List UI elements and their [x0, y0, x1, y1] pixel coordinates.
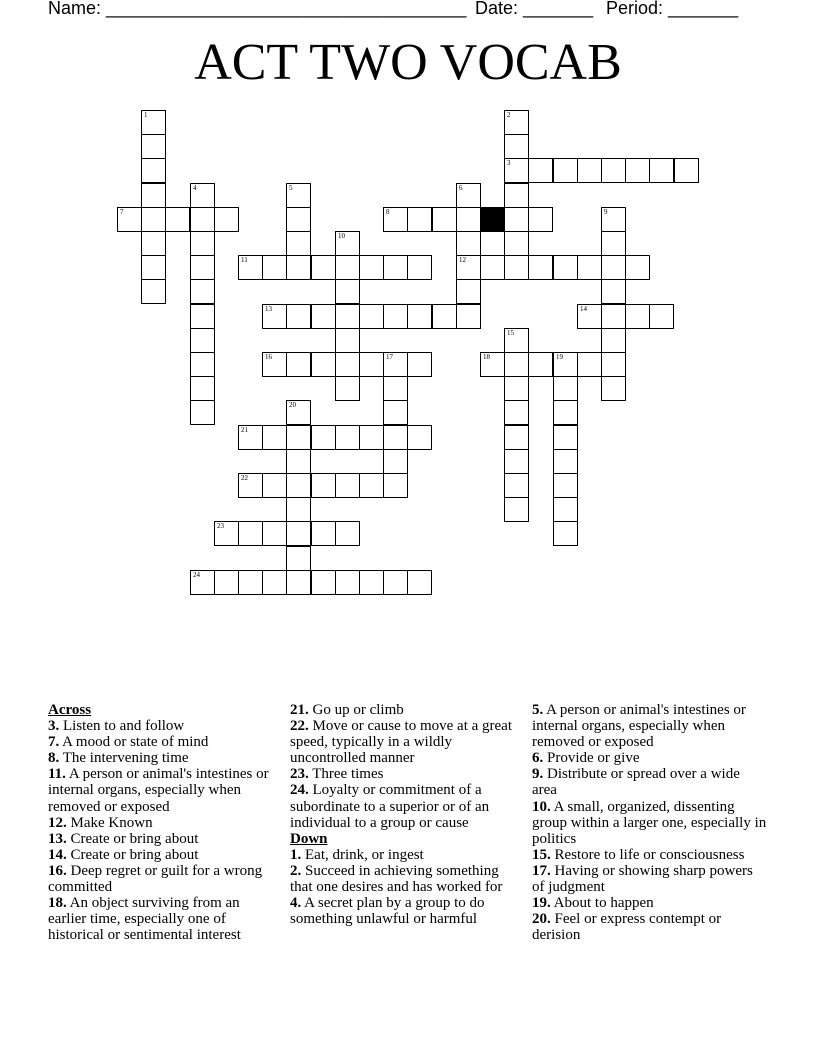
grid-cell[interactable] — [141, 255, 166, 280]
grid-cell[interactable] — [383, 425, 408, 450]
grid-cell[interactable] — [504, 449, 529, 474]
clue-down-10: 10. A small, organized, dissenting group within a larger one, especially in politics — [532, 798, 767, 847]
grid-cell[interactable] — [214, 207, 239, 232]
clue-down-20: 20. Feel or express contempt or derision — [532, 911, 722, 944]
grid-cell[interactable] — [190, 376, 215, 401]
grid-cell[interactable] — [625, 255, 650, 280]
grid-cell[interactable] — [528, 158, 553, 183]
clue-across-8: 8. The intervening time — [48, 750, 189, 767]
clue-across-3: 3. Listen to and follow — [48, 718, 185, 735]
grid-cell[interactable] — [262, 521, 287, 546]
grid-cell[interactable] — [359, 304, 384, 329]
grid-cell[interactable] — [383, 255, 408, 280]
clue-down-9: 9. Distribute or spread over a wide area — [532, 766, 740, 799]
clue-number: 16 — [265, 353, 272, 361]
clue-number: 23 — [217, 522, 224, 530]
grid-cell[interactable] — [504, 425, 529, 450]
clue-across-7: 7. A mood or state of mind — [48, 734, 209, 751]
grid-cell[interactable] — [480, 255, 505, 280]
grid-cell[interactable] — [601, 231, 626, 256]
grid-cell[interactable] — [262, 304, 287, 329]
clue-down-1: 1. Eat, drink, or ingest — [290, 846, 424, 863]
grid-cell[interactable] — [335, 352, 360, 377]
grid-cell[interactable] — [577, 158, 602, 183]
grid-cell[interactable] — [141, 134, 166, 159]
grid-cell[interactable] — [601, 328, 626, 353]
grid-cell[interactable] — [190, 400, 215, 425]
grid-cell[interactable] — [504, 328, 529, 353]
grid-cell[interactable] — [383, 207, 408, 232]
grid-cell[interactable] — [286, 449, 311, 474]
date-field[interactable]: Date: _______ — [475, 0, 594, 18]
grid-cell[interactable] — [456, 183, 481, 208]
grid-cell[interactable] — [262, 473, 287, 498]
grid-cell[interactable] — [504, 158, 529, 183]
grid-cell[interactable] — [480, 352, 505, 377]
clue-number: 24 — [193, 571, 200, 579]
grid-cell[interactable] — [553, 473, 578, 498]
grid-cell[interactable] — [238, 425, 263, 450]
grid-cell[interactable] — [504, 110, 529, 135]
grid-cell[interactable] — [286, 207, 311, 232]
clue-number: 5 — [289, 184, 293, 192]
grid-cell[interactable] — [577, 352, 602, 377]
grid-cell[interactable] — [190, 328, 215, 353]
grid-cell[interactable] — [649, 304, 674, 329]
grid-cell[interactable] — [601, 279, 626, 304]
grid-cell[interactable] — [311, 425, 336, 450]
grid-cell[interactable] — [504, 497, 529, 522]
grid-cell[interactable] — [286, 425, 311, 450]
grid-cell[interactable] — [190, 304, 215, 329]
grid-cell[interactable] — [286, 304, 311, 329]
grid-cell[interactable] — [383, 376, 408, 401]
grid-cell[interactable] — [311, 304, 336, 329]
grid-cell[interactable] — [141, 158, 166, 183]
clue-across-11: 11. A person or animal's intestines or internal organs, especially when removed or exposed — [48, 766, 269, 815]
grid-cell[interactable] — [335, 473, 360, 498]
grid-cell[interactable] — [504, 231, 529, 256]
grid-cell[interactable] — [528, 255, 553, 280]
clue-number: 13 — [265, 305, 272, 313]
clue-number: 10 — [338, 232, 345, 240]
clue-down-15: 15. Restore to life or consciousness — [532, 846, 745, 863]
grid-cell[interactable] — [407, 304, 432, 329]
grid-cell[interactable] — [238, 473, 263, 498]
clue-number: 17 — [386, 353, 393, 361]
grid-cell[interactable] — [262, 570, 287, 595]
grid-cell[interactable] — [238, 521, 263, 546]
clues-column-2 — [290, 702, 518, 927]
grid-cell[interactable] — [311, 521, 336, 546]
grid-cell[interactable] — [359, 570, 384, 595]
grid-cell[interactable] — [456, 279, 481, 304]
grid-cell[interactable] — [359, 255, 384, 280]
grid-cell[interactable] — [190, 183, 215, 208]
clue-number: 12 — [459, 256, 466, 264]
grid-cell[interactable] — [407, 425, 432, 450]
grid-cell[interactable] — [601, 304, 626, 329]
grid-cell[interactable] — [432, 207, 457, 232]
across-heading: Across — [48, 702, 92, 718]
grid-cell[interactable] — [649, 158, 674, 183]
grid-cell[interactable] — [359, 352, 384, 377]
grid-cell[interactable] — [432, 304, 457, 329]
clue-number: 2 — [507, 111, 511, 119]
grid-cell[interactable] — [141, 279, 166, 304]
clue-number: 9 — [604, 208, 608, 216]
grid-cell[interactable] — [504, 255, 529, 280]
grid-cell[interactable] — [504, 134, 529, 159]
grid-cell[interactable] — [504, 376, 529, 401]
grid-cell[interactable] — [286, 570, 311, 595]
grid-black-cell — [480, 207, 505, 232]
clue-down-5: 5. A person or animal's intestines or internal organs, especially when removed or exposed — [532, 702, 746, 751]
grid-cell[interactable] — [190, 231, 215, 256]
grid-cell[interactable] — [359, 473, 384, 498]
grid-cell[interactable] — [601, 376, 626, 401]
grid-cell[interactable] — [383, 400, 408, 425]
grid-cell[interactable] — [553, 400, 578, 425]
grid-cell[interactable] — [262, 352, 287, 377]
grid-cell[interactable] — [359, 425, 384, 450]
clue-down-19: 19. About to happen — [532, 895, 654, 912]
grid-cell[interactable] — [335, 521, 360, 546]
grid-cell[interactable] — [407, 255, 432, 280]
grid-cell[interactable] — [553, 497, 578, 522]
grid-cell[interactable] — [407, 207, 432, 232]
grid-cell[interactable] — [335, 425, 360, 450]
grid-cell[interactable] — [238, 255, 263, 280]
grid-cell[interactable] — [553, 255, 578, 280]
period-field[interactable]: Period: _______ — [606, 0, 739, 18]
grid-cell[interactable] — [504, 207, 529, 232]
grid-cell[interactable] — [335, 279, 360, 304]
grid-cell[interactable] — [214, 521, 239, 546]
grid-cell[interactable] — [383, 570, 408, 595]
grid-cell[interactable] — [577, 304, 602, 329]
grid-cell[interactable] — [383, 352, 408, 377]
grid-cell[interactable] — [286, 546, 311, 571]
grid-cell[interactable] — [165, 207, 190, 232]
grid-cell[interactable] — [625, 304, 650, 329]
grid-cell[interactable] — [141, 207, 166, 232]
page-title: ACT TWO VOCAB — [194, 34, 622, 91]
grid-cell[interactable] — [286, 231, 311, 256]
grid-cell[interactable] — [383, 449, 408, 474]
grid-cell[interactable] — [553, 158, 578, 183]
clue-number: 3 — [507, 159, 511, 167]
grid-cell[interactable] — [311, 255, 336, 280]
grid-cell[interactable] — [504, 183, 529, 208]
grid-cell[interactable] — [407, 570, 432, 595]
clue-number: 7 — [120, 208, 124, 216]
grid-cell[interactable] — [383, 473, 408, 498]
grid-cell[interactable] — [335, 255, 360, 280]
grid-cell[interactable] — [504, 473, 529, 498]
grid-cell[interactable] — [190, 207, 215, 232]
clue-across-12: 12. Make Known — [48, 814, 153, 831]
clue-across-16: 16. Deep regret or guilt for a wrong committed — [48, 862, 263, 896]
grid-cell[interactable] — [286, 255, 311, 280]
clue-number: 14 — [580, 305, 587, 313]
grid-cell[interactable] — [286, 521, 311, 546]
grid-cell[interactable] — [190, 279, 215, 304]
grid-cell[interactable] — [504, 352, 529, 377]
grid-cell[interactable] — [601, 352, 626, 377]
grid-cell[interactable] — [286, 473, 311, 498]
down-heading: Down — [290, 830, 328, 847]
clues-column-1 — [48, 702, 276, 943]
grid-cell[interactable] — [311, 352, 336, 377]
clue-across-24: 24. Loyalty or commitment of a subordinate to a superior or of an individual to a group or cause — [290, 782, 490, 831]
grid-cell[interactable] — [601, 158, 626, 183]
grid-cell[interactable] — [528, 352, 553, 377]
grid-cell[interactable] — [528, 207, 553, 232]
grid-cell[interactable] — [553, 425, 578, 450]
grid-cell[interactable] — [456, 304, 481, 329]
grid-cell[interactable] — [286, 400, 311, 425]
clue-down-2: 2. Succeed in achieving something that one desires and has worked for — [290, 862, 503, 896]
clue-across-23: 23. Three times — [290, 766, 384, 783]
grid-cell[interactable] — [286, 183, 311, 208]
clue-number: 22 — [241, 474, 248, 482]
clue-across-14: 14. Create or bring about — [48, 846, 199, 863]
grid-cell[interactable] — [383, 304, 408, 329]
grid-cell[interactable] — [311, 473, 336, 498]
grid-cell[interactable] — [553, 449, 578, 474]
grid-cell[interactable] — [286, 352, 311, 377]
clue-number: 4 — [193, 184, 197, 192]
clue-number: 21 — [241, 426, 248, 434]
clue-down-6: 6. Provide or give — [532, 750, 640, 767]
grid-cell[interactable] — [625, 158, 650, 183]
grid-cell[interactable] — [286, 497, 311, 522]
grid-cell[interactable] — [553, 521, 578, 546]
grid-cell[interactable] — [407, 352, 432, 377]
grid-cell[interactable] — [262, 255, 287, 280]
clue-number: 1 — [144, 111, 148, 119]
clue-down-17: 17. Having or showing sharp powers of judgment — [532, 862, 753, 896]
grid-cell[interactable] — [456, 207, 481, 232]
grid-cell[interactable] — [190, 352, 215, 377]
clues-column-3 — [532, 702, 768, 943]
clue-number: 18 — [483, 353, 490, 361]
clue-across-22: 22. Move or cause to move at a great speed, typically in a wildly uncontrolled manner — [290, 718, 513, 767]
grid-cell[interactable] — [335, 231, 360, 256]
grid-cell[interactable] — [311, 570, 336, 595]
grid-cell[interactable] — [601, 207, 626, 232]
grid-cell[interactable] — [190, 570, 215, 595]
grid-cell[interactable] — [214, 570, 239, 595]
grid-cell[interactable] — [553, 376, 578, 401]
clue-number: 15 — [507, 329, 514, 337]
clue-number: 8 — [386, 208, 390, 216]
grid-cell[interactable] — [456, 255, 481, 280]
grid-cell[interactable] — [601, 255, 626, 280]
grid-cell[interactable] — [456, 231, 481, 256]
grid-cell[interactable] — [238, 570, 263, 595]
clue-across-21: 21. Go up or climb — [290, 702, 404, 718]
grid-cell[interactable] — [190, 255, 215, 280]
grid-cell[interactable] — [335, 328, 360, 353]
grid-cell[interactable] — [141, 183, 166, 208]
clue-number: 11 — [241, 256, 248, 264]
grid-cell[interactable] — [335, 376, 360, 401]
name-field[interactable]: Name: ____________________________________ — [48, 0, 467, 18]
grid-cell[interactable] — [117, 207, 142, 232]
clue-number: 19 — [556, 353, 563, 361]
clue-down-4: 4. A secret plan by a group to do something unlawful or harmful — [290, 895, 485, 928]
clue-across-18: 18. An object surviving from an earlier time, especially one of historical or sentimental interest — [48, 895, 241, 944]
clue-across-13: 13. Create or bring about — [48, 830, 199, 847]
clue-number: 20 — [289, 401, 296, 409]
clue-number: 6 — [459, 184, 463, 192]
grid-cell[interactable] — [262, 425, 287, 450]
grid-cell[interactable] — [141, 231, 166, 256]
grid-cell[interactable] — [553, 352, 578, 377]
grid-cell[interactable] — [335, 570, 360, 595]
grid-cell[interactable] — [674, 158, 699, 183]
grid-cell[interactable] — [504, 400, 529, 425]
grid-cell[interactable] — [577, 255, 602, 280]
grid-cell[interactable] — [335, 304, 360, 329]
grid-cell[interactable] — [141, 110, 166, 135]
